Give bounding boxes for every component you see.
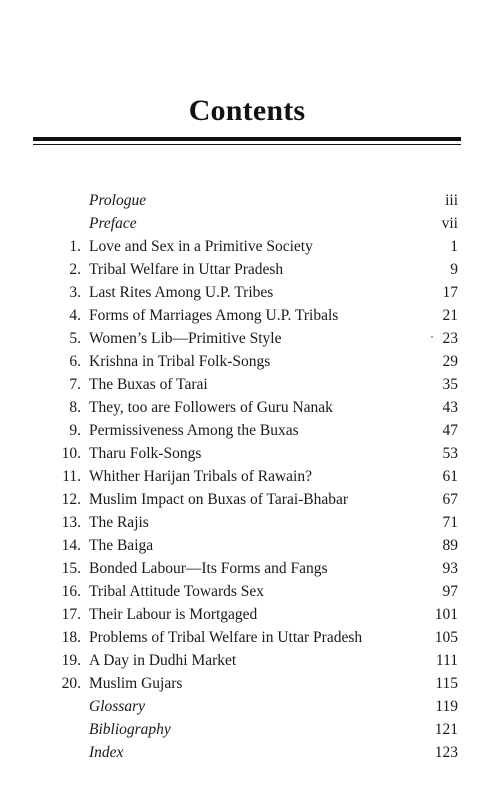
toc-entry-page: 29 <box>442 353 458 370</box>
toc-entry-title: The Buxas of Tarai <box>89 376 208 393</box>
toc-entry <box>0 534 494 557</box>
toc-entry-page: 119 <box>435 698 458 715</box>
toc-entry <box>0 465 494 488</box>
toc-entry-title: The Rajis <box>89 514 149 531</box>
toc-entry-page: 17 <box>442 284 458 301</box>
toc-entry-number: 16. <box>61 583 81 600</box>
toc-entry <box>0 350 494 373</box>
table-of-contents <box>0 189 494 764</box>
toc-entry-title: A Day in Dudhi Market <box>89 652 237 669</box>
toc-entry-title: Tharu Folk-Songs <box>89 445 202 462</box>
toc-entry <box>0 373 494 396</box>
toc-entry-page: 111 <box>435 652 458 669</box>
toc-entry-number: 18. <box>61 629 81 646</box>
toc-entry <box>0 396 494 419</box>
toc-entry-page: 47 <box>442 422 458 439</box>
toc-entry-page: 67 <box>442 491 458 508</box>
toc-entry-number: 13. <box>61 514 81 531</box>
toc-entry-page: 97 <box>442 583 458 600</box>
toc-entry-title: Problems of Tribal Welfare in Uttar Pradesh <box>89 629 363 646</box>
toc-entry-page: 53 <box>442 445 458 462</box>
toc-entry-page: 61 <box>442 468 458 485</box>
toc-entry-number: 10. <box>61 445 81 462</box>
toc-entry <box>0 741 494 764</box>
toc-entry-number: 6. <box>69 353 81 370</box>
toc-entry-title: Krishna in Tribal Folk-Songs <box>89 353 271 370</box>
toc-entry-number: 1. <box>69 238 81 255</box>
toc-entry-page: 1 <box>450 238 458 255</box>
toc-entry-title: Muslim Impact on Buxas of Tarai-Bhabar <box>89 491 349 508</box>
toc-entry-page: 123 <box>434 744 458 761</box>
toc-entry <box>0 212 494 235</box>
toc-entry-title: Tribal Welfare in Uttar Pradesh <box>89 261 284 278</box>
toc-entry <box>0 235 494 258</box>
toc-entry-number: 11. <box>62 468 81 485</box>
toc-entry-title: Bibliography <box>89 721 171 738</box>
toc-entry-number: 8. <box>69 399 81 416</box>
page-title: Contents <box>188 94 306 127</box>
toc-entry-title: Prologue <box>89 192 147 209</box>
toc-entry-page: vii <box>441 215 458 232</box>
toc-entry-title: Glossary <box>89 698 145 715</box>
toc-entry-number: 19. <box>61 652 81 669</box>
toc-entry-number: 9. <box>69 422 81 439</box>
toc-entry-number: 7. <box>69 376 81 393</box>
toc-entry-page: iii <box>445 192 458 209</box>
toc-entry <box>0 281 494 304</box>
toc-entry-page: 21 <box>442 307 458 324</box>
toc-entry-title: Bonded Labour—Its Forms and Fangs <box>89 560 328 577</box>
toc-entry <box>0 327 494 350</box>
toc-entry-number: 12. <box>61 491 81 508</box>
toc-entry <box>0 718 494 741</box>
toc-entry-title: Love and Sex in a Primitive Society <box>89 238 313 255</box>
toc-entry-page: 115 <box>435 675 458 692</box>
toc-entry-number: 14. <box>61 537 81 554</box>
toc-entry <box>0 304 494 327</box>
toc-entry-title: Preface <box>89 215 137 232</box>
toc-entry <box>0 626 494 649</box>
toc-entry-title: Last Rites Among U.P. Tribes <box>89 284 274 301</box>
toc-entry-page: 89 <box>442 537 458 554</box>
toc-entry-number: 15. <box>61 560 81 577</box>
heading-rule-thick <box>33 137 461 141</box>
toc-entry <box>0 189 494 212</box>
toc-entry-page: 93 <box>442 560 458 577</box>
toc-entry-title: Whither Harijan Tribals of Rawain? <box>89 468 312 485</box>
toc-entry-page: 105 <box>434 629 458 646</box>
toc-entry <box>0 672 494 695</box>
heading-rule-thin <box>33 144 461 145</box>
toc-entry-title: Permissiveness Among the Buxas <box>89 422 299 439</box>
toc-entry-title: Forms of Marriages Among U.P. Tribals <box>89 307 339 324</box>
toc-entry-page: 71 <box>442 514 458 531</box>
toc-entry-number: 2. <box>69 261 81 278</box>
toc-entry <box>0 695 494 718</box>
toc-entry-page: 9 <box>450 261 458 278</box>
toc-entry-number: 3. <box>69 284 81 301</box>
toc-entry-number: 4. <box>69 307 81 324</box>
toc-entry-title: The Baiga <box>89 537 154 554</box>
toc-entry-page: 101 <box>434 606 458 623</box>
toc-entry-number: 17. <box>61 606 81 623</box>
toc-entry-page: 23 <box>442 330 458 347</box>
toc-entry <box>0 511 494 534</box>
toc-entry-number: 20. <box>61 675 81 692</box>
toc-entry-page: 43 <box>442 399 458 416</box>
toc-entry-title: Index <box>89 744 124 761</box>
toc-entry-title: Women’s Lib—Primitive Style <box>89 330 282 347</box>
toc-entry <box>0 258 494 281</box>
toc-entry <box>0 603 494 626</box>
toc-entry <box>0 488 494 511</box>
toc-entry-page: 121 <box>434 721 458 738</box>
toc-entry <box>0 649 494 672</box>
toc-entry-title: Muslim Gujars <box>89 675 183 692</box>
toc-entry-number: 5. <box>69 330 81 347</box>
toc-entry-title: They, too are Followers of Guru Nanak <box>89 399 333 416</box>
toc-entry-title: Tribal Attitude Towards Sex <box>89 583 265 600</box>
toc-entry-title: Their Labour is Mortgaged <box>89 606 258 623</box>
toc-entry <box>0 419 494 442</box>
toc-entry <box>0 442 494 465</box>
toc-entry <box>0 580 494 603</box>
toc-entry-page: 35 <box>442 376 458 393</box>
toc-entry <box>0 557 494 580</box>
